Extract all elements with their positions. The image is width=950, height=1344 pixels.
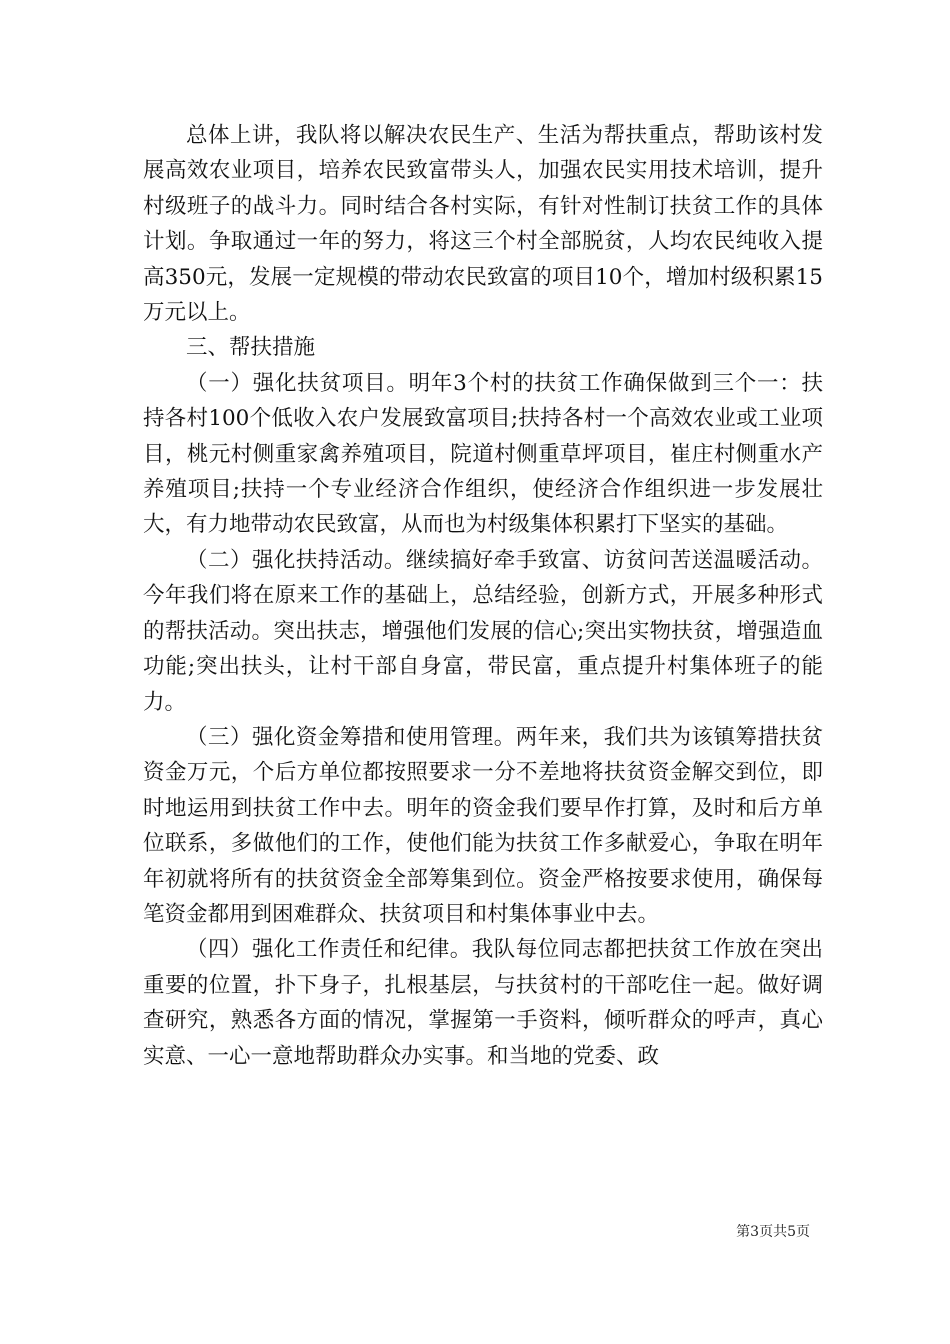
- paragraph-measure-4: （四）强化工作责任和纪律。我队每位同志都把扶贫工作放在突出重要的位置，扑下身子，扎根基层，与扶贫村的干部吃住一起。做好调查研究，熟悉各方面的情况，掌握第一手资料，倾听群众的呼声，真心实意、一心一意地帮助群众办实事。和当地的党委、政: [143, 937, 823, 1069]
- paragraph-overall-goal: 总体上讲，我队将以解决农民生产、生活为帮扶重点，帮助该村发展高效农业项目，培养农民致富带头人，加强农民实用技术培训，提升村级班子的战斗力。同时结合各村实际，有针对性制订扶贫工作的具体计划。争取通过一年的努力，将这三个村全部脱贫，人均农民纯收入提高350元，发展一定规模的带动农民致富的项目10个，增加村级积累15万元以上。: [143, 123, 823, 326]
- paragraph-measure-3: （三）强化资金筹措和使用管理。两年来，我们共为该镇筹措扶贫资金万元，个后方单位都按照要求一分不差地将扶贫资金解交到位，即时地运用到扶贫工作中去。明年的资金我们要早作打算，及时和后方单位联系，多做他们的工作，使他们能为扶贫工作多献爱心，争取在明年年初就将所有的扶贫资金全部筹集到位。资金严格按要求使用，确保每笔资金都用到困难群众、扶贫项目和村集体事业中去。: [143, 724, 823, 927]
- page-number-footer: 第3页共5页: [736, 1224, 810, 1240]
- paragraph-measure-2: （二）强化扶持活动。继续搞好牵手致富、访贫问苦送温暖活动。今年我们将在原来工作的基础上，总结经验，创新方式，开展多种形式的帮扶活动。突出扶志，增强他们发展的信心;突出实物扶贫，增强造血功能;突出扶头，让村干部自身富，带民富，重点提升村集体班子的能力。: [143, 547, 823, 715]
- section-heading-measures: 三、帮扶措施: [186, 335, 316, 361]
- paragraph-measure-1: （一）强化扶贫项目。明年3个村的扶贫工作确保做到三个一：扶持各村100个低收入农户发展致富项目;扶持各村一个高效农业或工业项目，桃元村侧重家禽养殖项目，院道村侧重草坪项目，崔庄村侧重水产养殖项目;扶持一个专业经济合作组织，使经济合作组织进一步发展壮大，有力地带动农民致富，从而也为村级集体积累打下坚实的基础。: [143, 370, 823, 538]
- document-body: [143, 118, 823, 1074]
